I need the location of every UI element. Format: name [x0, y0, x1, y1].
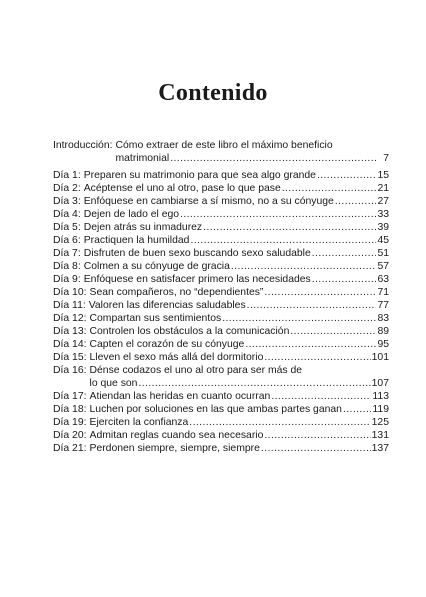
toc-entry-title: Ejerciten la confianza	[89, 417, 189, 428]
toc-entry-day-15	[53, 351, 389, 364]
table-of-contents	[53, 139, 389, 455]
toc-entry-title: Enfóquese en cambiarse a sí mismo, no a su cónyuge	[83, 196, 334, 207]
toc-entry-day-20	[53, 429, 389, 442]
toc-entry-day-3	[53, 195, 389, 208]
toc-entry-day-10	[53, 286, 389, 299]
toc-entry-prefix: Día 5:	[53, 222, 81, 233]
toc-entry-prefix: Día 20:	[53, 430, 87, 441]
toc-entry-day-14	[53, 338, 389, 351]
toc-entry-title: Preparen su matrimonio para que sea algo grande	[83, 170, 316, 181]
toc-entry-title-continued: lo que son	[89, 378, 138, 389]
toc-entry-page-number: 71	[377, 287, 389, 298]
toc-entry-prefix: Día 8:	[53, 261, 81, 272]
toc-entry-prefix: Día 3:	[53, 196, 81, 207]
toc-entry-prefix: Día 16:	[53, 365, 87, 376]
toc-entry-page-number: 107	[371, 378, 389, 389]
dot-leader	[317, 169, 377, 182]
toc-entry-day-17	[53, 390, 389, 403]
toc-entry-day-4	[53, 208, 389, 221]
toc-entry-title: Atiendan las heridas en cuanto ocurran	[89, 391, 271, 402]
toc-entry-day-6	[53, 234, 389, 247]
toc-day-entries	[53, 169, 389, 455]
toc-entry-prefix: Día 19:	[53, 417, 87, 428]
toc-entry-title: Dénse codazos el uno al otro para ser más de	[89, 365, 303, 376]
toc-entry-title: Controlen los obstáculos a la comunicación	[89, 326, 290, 337]
toc-entry-page-number: 89	[377, 326, 389, 337]
toc-entry-prefix: Día 11:	[53, 300, 86, 311]
toc-entry-page-number: 21	[377, 183, 389, 194]
toc-entry-title: Valoren las diferencias saludables	[88, 300, 246, 311]
dot-leader	[264, 429, 370, 442]
dot-leader	[312, 273, 377, 286]
toc-entry-prefix: Día 10:	[53, 287, 87, 298]
toc-entry-prefix: Día 7:	[53, 248, 81, 259]
toc-entry-title: Sean compañeros, no “dependientes”	[89, 287, 264, 298]
dot-leader	[343, 403, 371, 416]
dot-leader	[245, 338, 376, 351]
dot-leader	[190, 234, 376, 247]
toc-entry-title: Colmen a su cónyuge de gracia	[83, 261, 230, 272]
dot-leader	[170, 152, 378, 165]
toc-entry-day-1	[53, 169, 389, 182]
toc-entry-page-number: 137	[371, 443, 389, 454]
dot-leader	[203, 221, 376, 234]
toc-entry-page-number: 45	[377, 235, 389, 246]
toc-entry-page-number: 57	[377, 261, 389, 272]
toc-entry-day-16	[53, 364, 389, 390]
toc-entry-day-5	[53, 221, 389, 234]
dot-leader	[247, 299, 377, 312]
toc-entry-title: Disfruten de buen sexo buscando sexo saludable	[83, 248, 311, 259]
toc-entry-day-7	[53, 247, 389, 260]
toc-entry-title: Admitan reglas cuando sea necesario	[89, 430, 264, 441]
toc-entry-day-18	[53, 403, 389, 416]
dot-leader	[222, 312, 376, 325]
dot-leader	[282, 182, 377, 195]
toc-entry-title-continued: matrimonial	[115, 153, 170, 164]
toc-entry-prefix: Día 1:	[53, 170, 81, 181]
toc-entry-prefix: Día 17:	[53, 391, 87, 402]
toc-entry-title: Capten el corazón de su cónyuge	[89, 339, 245, 350]
toc-entry-day-21	[53, 442, 389, 455]
toc-entry-page-number: 113	[372, 391, 389, 402]
toc-entry-prefix: Introducción:	[53, 140, 113, 151]
toc-entry-day-13	[53, 325, 389, 338]
toc-entry-prefix: Día 18:	[53, 404, 87, 415]
dot-leader	[290, 325, 376, 338]
toc-entry-title: Dejen de lado el ego	[83, 209, 180, 220]
toc-entry-day-8	[53, 260, 389, 273]
toc-entry-title: Dejen atrás su inmadurez	[83, 222, 203, 233]
toc-entry-prefix: Día 13:	[53, 326, 87, 337]
toc-entry-title: Cómo extraer de este libro el máximo beneficio	[115, 140, 333, 151]
toc-entry-title: Luchen por soluciones en las que ambas partes ganan	[89, 404, 342, 415]
dot-leader	[271, 390, 371, 403]
toc-entry-day-9	[53, 273, 389, 286]
toc-entry-page-number: 39	[377, 222, 389, 233]
toc-entry-prefix: Día 4:	[53, 209, 81, 220]
toc-entry-page-number: 27	[377, 196, 389, 207]
toc-entry-day-19	[53, 416, 389, 429]
toc-entry-title: Acéptense el uno al otro, pase lo que pase	[83, 183, 281, 194]
toc-entry-day-2	[53, 182, 389, 195]
toc-entry-page-number: 51	[377, 248, 389, 259]
toc-entry-page-number: 95	[377, 339, 389, 350]
dot-leader	[189, 416, 370, 429]
toc-entry-title: Practiquen la humildad	[83, 235, 190, 246]
toc-entry-prefix: Día 2:	[53, 183, 81, 194]
toc-entry-prefix: Día 6:	[53, 235, 81, 246]
dot-leader	[180, 208, 376, 221]
toc-entry-prefix: Día 12:	[53, 313, 87, 324]
toc-entry-page-number: 7	[383, 153, 389, 164]
toc-entry-title: Perdonen siempre, siempre, siempre	[89, 443, 260, 454]
toc-entry-page-number: 101	[371, 352, 389, 363]
toc-entry-page-number: 131	[371, 430, 389, 441]
dot-leader	[264, 351, 370, 364]
toc-entry-page-number: 77	[377, 300, 389, 311]
dot-leader	[261, 442, 371, 455]
dot-leader	[264, 286, 376, 299]
toc-entry-page-number: 125	[371, 417, 389, 428]
toc-entry-page-number: 63	[377, 274, 389, 285]
toc-entry-page-number: 119	[372, 404, 389, 415]
toc-entry-page-number: 83	[377, 313, 389, 324]
dot-leader	[312, 247, 377, 260]
dot-leader	[335, 195, 377, 208]
toc-entry-prefix: Día 15:	[53, 352, 87, 363]
toc-entry-title: Compartan sus sentimientos	[89, 313, 222, 324]
toc-entry-prefix: Día 14:	[53, 339, 87, 350]
toc-entry-page-number: 33	[377, 209, 389, 220]
toc-entry-day-11	[53, 299, 389, 312]
toc-entry-page-number: 15	[377, 170, 389, 181]
toc-entry-prefix: Día 21:	[53, 443, 87, 454]
toc-entry-introduction	[53, 139, 389, 165]
dot-leader	[231, 260, 377, 273]
toc-entry-day-12	[53, 312, 389, 325]
toc-entry-title: Enfóquese en satisfacer primero las necesidades	[83, 274, 311, 285]
toc-entry-title: Lleven el sexo más allá del dormitorio	[89, 352, 264, 363]
toc-entry-prefix: Día 9:	[53, 274, 81, 285]
page-title: Contenido	[158, 80, 268, 106]
dot-leader	[138, 377, 370, 390]
